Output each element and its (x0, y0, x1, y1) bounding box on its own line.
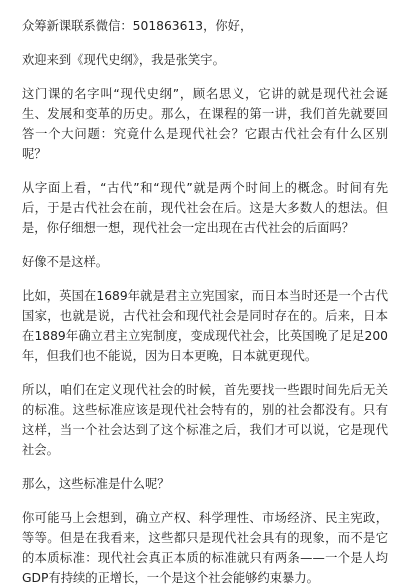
contact-line: 众筹新课联系微信：501863613，你好， (22, 19, 253, 33)
question-paragraph: 那么，这些标准是什么呢？ (22, 477, 170, 491)
criteria-paragraph: 所以，咱们在定义现代社会的时候，首先要找一些跟时间先后无关的标准。这些标准应该是现代社会特有的，别的社会都没有。只有这样，当一个社会达到了这个标准之后，我们才可以说，它是现代社会。 (22, 383, 388, 457)
course-intro-paragraph: 这门课的名字叫“现代史纲”，顾名思义，它讲的就是现代社会诞生、发展和变革的历史。那么，在课程的第一讲，我们首先就要回答一个大问题：究竟什么是现代社会？它跟古代社会有什么区别呢？ (22, 87, 388, 161)
welcome-paragraph: 欢迎来到《现代史纲》，我是张笑宇。 (22, 53, 225, 67)
literal-meaning-paragraph: 从字面上看，“古代”和“现代”就是两个时间上的概念。时间有先后，于是古代社会在前，现代社会在后。这是大多数人的想法。但是，你仔细想一想，现代社会一定出现在古代社会的后面吗？ (22, 181, 388, 235)
standards-paragraph: 你可能马上会想到，确立产权、科学理性、市场经济、民主宪政，等等。但是在我看来，这些都只是现代社会具有的现象，而不是它的本质标准：现代社会真正本质的标准就只有两条——一个是人均GDP有持续的正增长，一个是这个社会能够约束暴力。 (22, 511, 388, 585)
example-paragraph: 比如，英国在1689年就是君主立宪国家，而日本当时还是一个古代国家，也就是说，古代社会和现代社会是同时存在的。后来，日本在1889年确立君主立宪制度，变成现代社会，比英国晚了足足200年，但我们也不能说，因为日本更晚，日本就更现代。 (22, 289, 388, 363)
short-answer-paragraph: 好像不是这样。 (22, 255, 109, 269)
